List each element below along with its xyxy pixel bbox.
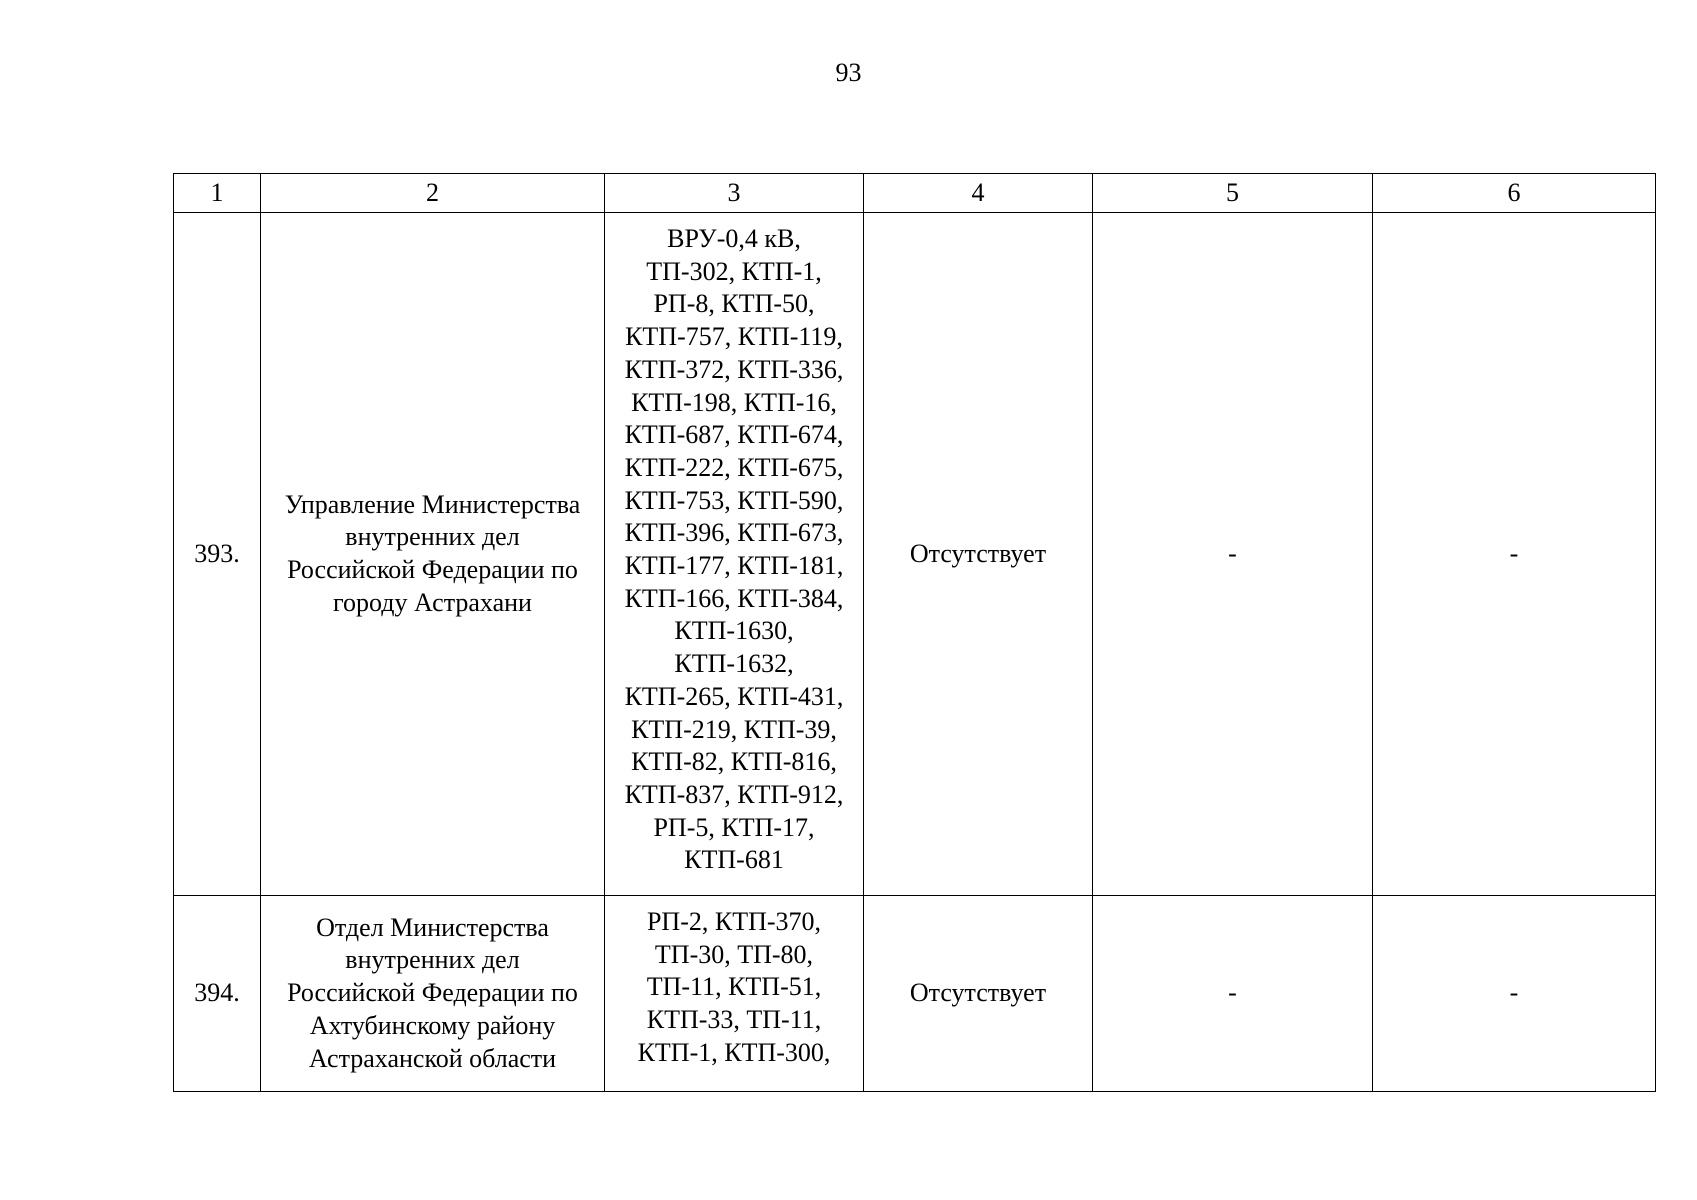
text-line: КТП-33, ТП-11, (646, 1005, 822, 1035)
text-line: Ахтубинскому району (309, 1010, 556, 1040)
row-number: 394. (174, 896, 261, 1092)
text-line: городу Астрахани (333, 587, 532, 617)
column-header: 2 (261, 174, 605, 213)
text-line: КТП-177, КТП-181, (624, 551, 844, 581)
text-line: Российской Федерации по (287, 555, 578, 584)
text-line: внутренних дел (345, 522, 520, 552)
col6-value: - (1373, 896, 1656, 1092)
text-line: внутренних дел (345, 945, 520, 975)
data-table (173, 173, 1656, 1092)
text-line: Астраханской области (308, 1043, 557, 1073)
row-number: 393. (174, 213, 261, 896)
col5-value: - (1093, 213, 1373, 896)
text-line: КТП-222, КТП-675, (624, 452, 844, 482)
text-line: КТП-687, КТП-674, (624, 420, 844, 450)
text-line: КТП-166, КТП-384, (624, 583, 844, 613)
column-header: 4 (864, 174, 1093, 213)
text-line: РП-2, КТП-370, (646, 907, 822, 936)
text-line: ТП-11, КТП-51, (646, 972, 822, 1002)
text-line: КТП-1, КТП-300, (637, 1037, 831, 1067)
text-line: Отдел Министерства (316, 912, 549, 942)
table-row (174, 213, 1656, 896)
organization-name (261, 896, 605, 1092)
text-line: КТП-372, КТП-336, (624, 354, 844, 384)
text-line: РП-8, КТП-50, (653, 289, 815, 319)
text-line: КТП-1632, (674, 649, 794, 679)
text-line: КТП-837, КТП-912, (624, 779, 844, 809)
column-header: 6 (1373, 174, 1656, 213)
text-line: КТП-757, КТП-119, (625, 322, 843, 352)
table-header-row (174, 174, 1656, 213)
col4-value: Отсутствует (864, 896, 1093, 1092)
col6-value: - (1373, 213, 1656, 896)
text-line: КТП-396, КТП-673, (624, 518, 844, 548)
text-line: ТП-30, ТП-80, (654, 939, 814, 969)
text-line: Управление Министерства (284, 489, 581, 519)
text-line: КТП-1630, (674, 616, 794, 646)
text-line: КТП-82, КТП-816, (631, 747, 837, 777)
col5-value: - (1093, 896, 1373, 1092)
column-header: 3 (605, 174, 864, 213)
text-line: Российской Федерации по (287, 978, 578, 1008)
text-line: РП-5, КТП-17, (653, 812, 815, 842)
text-line: КТП-265, КТП-431, (624, 681, 844, 711)
table-row (174, 896, 1656, 1092)
col4-value: Отсутствует (864, 213, 1093, 896)
organization-name (261, 213, 605, 896)
text-line: КТП-198, КТП-16, (631, 387, 837, 417)
text-line: ТП-302, КТП-1, (646, 256, 822, 286)
column-header: 5 (1093, 174, 1373, 213)
substation-list (605, 896, 864, 1092)
column-header: 1 (174, 174, 261, 213)
substation-list (605, 213, 864, 896)
text-line: КТП-219, КТП-39, (631, 714, 837, 744)
page-number: 93 (835, 58, 862, 87)
text-line: КТП-753, КТП-590, (624, 485, 844, 515)
text-line: КТП-681 (684, 845, 784, 875)
text-line: ВРУ-0,4 кВ, (667, 224, 801, 253)
